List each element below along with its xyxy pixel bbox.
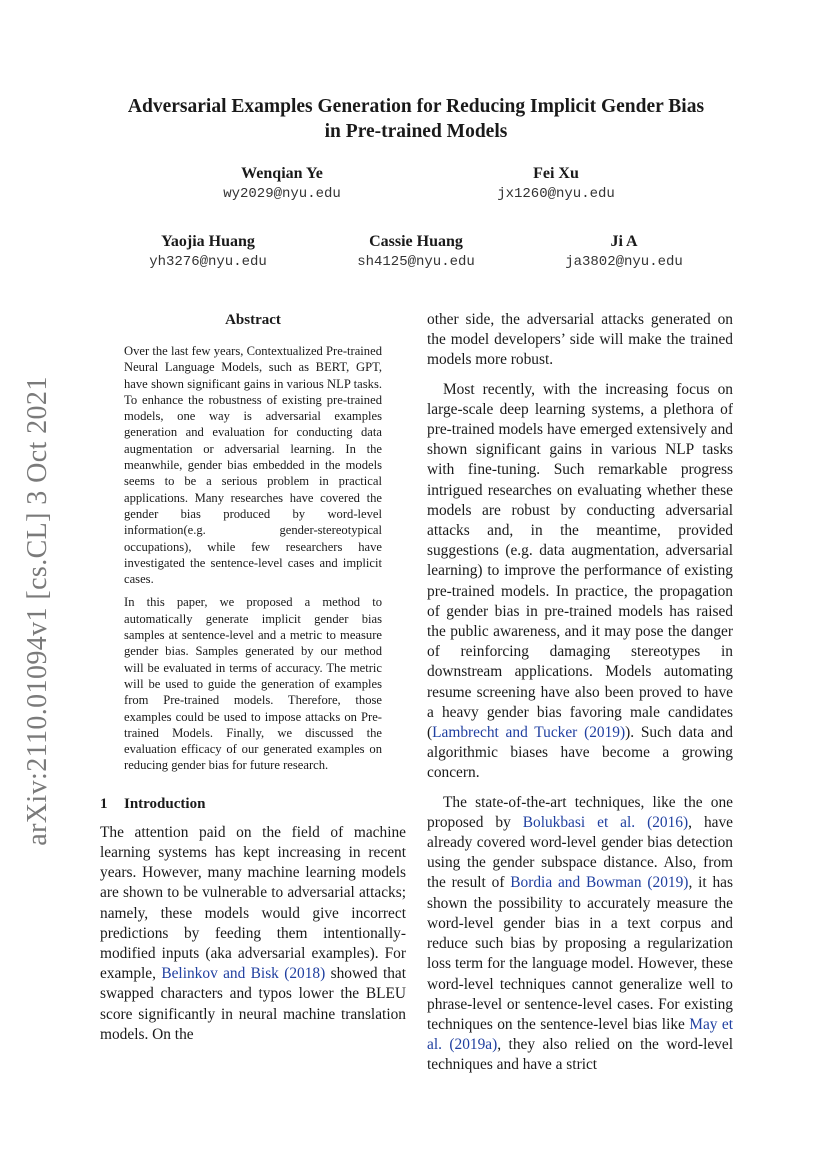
body-text-segment: , have already covered word-level gender bias detection using the gender subspace distance. Also, from the result of (427, 813, 734, 892)
body-paragraph (100, 823, 406, 1045)
citation-link[interactable]: Belinkov and Bisk (2018) (161, 965, 326, 983)
author-email: jx1260@nyu.edu (497, 186, 615, 202)
author-email: ja3802@nyu.edu (565, 254, 683, 270)
body-text-segment: The attention paid on the field of machine learning systems has kept increasing in recent years. However, many machine learning models are shown to be vulnerable to adversarial attacks; namely, these models would give incorrect predictions by feeding them intentionally-modified inputs (aka adversarial examples). For example, (100, 823, 406, 983)
author-email: sh4125@nyu.edu (357, 254, 475, 270)
body-paragraph (427, 793, 733, 1076)
citation-link[interactable]: Bolukbasi et al. (2016) (522, 813, 689, 831)
left-column (100, 310, 406, 1054)
paper-title (100, 94, 732, 144)
arxiv-sidebar-stamp (18, 376, 58, 846)
abstract (100, 343, 406, 774)
right-column (427, 310, 733, 1085)
author-email: wy2029@nyu.edu (223, 186, 341, 202)
body-text-segment: , they also relied on the word-level techniques and have a strict (427, 1036, 733, 1074)
abstract-paragraph: Over the last few years, Contextualized Pre-trained Neural Language Models, such as BERT, GPT, have shown significant gains in various NLP tasks. To enhance the robustness of existing pre-trained models, one way is adversarial examples generation and evaluation for conducting data augmentation or adversarial learning. In the meanwhile, gender bias embedded in the models seems to be a serious problem in practical applications. Many researches have covered the gender bias produced by word-level information(e.g. gender-stereotypical occupations), while few researchers have investigated the sentence-level cases and implicit cases. (124, 344, 382, 587)
body-text-segment: showed that swapped characters and typos lower the BLEU score significantly in neural machine translation models. On the (100, 965, 407, 1043)
author-block (306, 232, 526, 272)
abstract-paragraph: In this paper, we proposed a method to automatically generate implicit gender bias samples at sentence-level and a metric to measure gender bias. Samples generated by our method will be evaluated in terms of accuracy. The metric will be used to guide the generation of examples from Pre-trained models. Therefore, those examples could be used to impose attacks on Pre-trained Models. Finally, we discussed the evaluation efficacy of our generated examples on reducing gender bias for future research. (124, 595, 382, 773)
arxiv-id: arXiv:2110.01094v1 [cs.CL] 3 Oct 2021 (22, 376, 53, 846)
citation-link[interactable]: Lambrecht and Tucker (2019) (432, 724, 626, 742)
title-line-2: in Pre-trained Models (324, 121, 508, 142)
body-text-segment: , it has shown the possibility to accurately measure the word-level gender bias in a text corpus and reduce such bias by proposing a regularization loss term for the language model. However, these word-level techniques cannot generalize well to phrase-level or sentence-level cases. For existing techniques on the sentence-level bias like (427, 874, 733, 1033)
author-name: Cassie Huang (369, 233, 463, 250)
author-name: Wenqian Ye (241, 165, 323, 182)
author-block (446, 164, 666, 204)
author-block (172, 164, 392, 204)
section-heading-introduction (100, 794, 406, 814)
intro-body-left (100, 823, 406, 1045)
author-name: Ji A (610, 233, 638, 250)
citation-link[interactable]: Bordia and Bowman (2019) (510, 874, 689, 892)
body-paragraph: other side, the adversarial attacks generated on the model developers’ side will make the trained models more robust. (427, 311, 733, 369)
body-paragraph (427, 380, 733, 784)
author-email: yh3276@nyu.edu (149, 254, 267, 270)
body-text-segment: The state-of-the-art techniques, like the one proposed by (427, 793, 733, 831)
title-line-1: Adversarial Examples Generation for Reducing Implicit Gender Bias (127, 96, 705, 117)
abstract-heading: Abstract (225, 312, 281, 328)
body-text-segment: Most recently, with the increasing focus on large-scale deep learning systems, a plethora of pre-trained models have emerged extensively and shown significant gains in various NLP tasks with fine-tuning. Such remarkable progress intrigued researches on evaluating whether these models are robust by conducting adversarial attacks and, in the meantime, provided suggestions (e.g. data augmentation, adversarial learning) to improve the performance of existing pre-trained models. In practice, the propagation of gender bias in pre-trained models has raised the public awareness, and it may pose the danger of reinforcing damaging stereotypes in downstream applications. Models automating resume screening have also been proved to have a heavy gender bias favoring male candidates ( (427, 380, 733, 742)
body-text-segment: ). Such data and algorithmic biases have become a growing concern. (427, 724, 734, 782)
author-block (514, 232, 734, 272)
author-name: Yaojia Huang (161, 233, 255, 250)
section-title: Introduction (124, 795, 206, 812)
citation-link[interactable]: May et al. (2019a) (427, 1015, 733, 1054)
intro-body-right (427, 310, 733, 1076)
section-number: 1 (100, 795, 108, 812)
author-block (98, 232, 318, 272)
author-name: Fei Xu (533, 165, 579, 182)
